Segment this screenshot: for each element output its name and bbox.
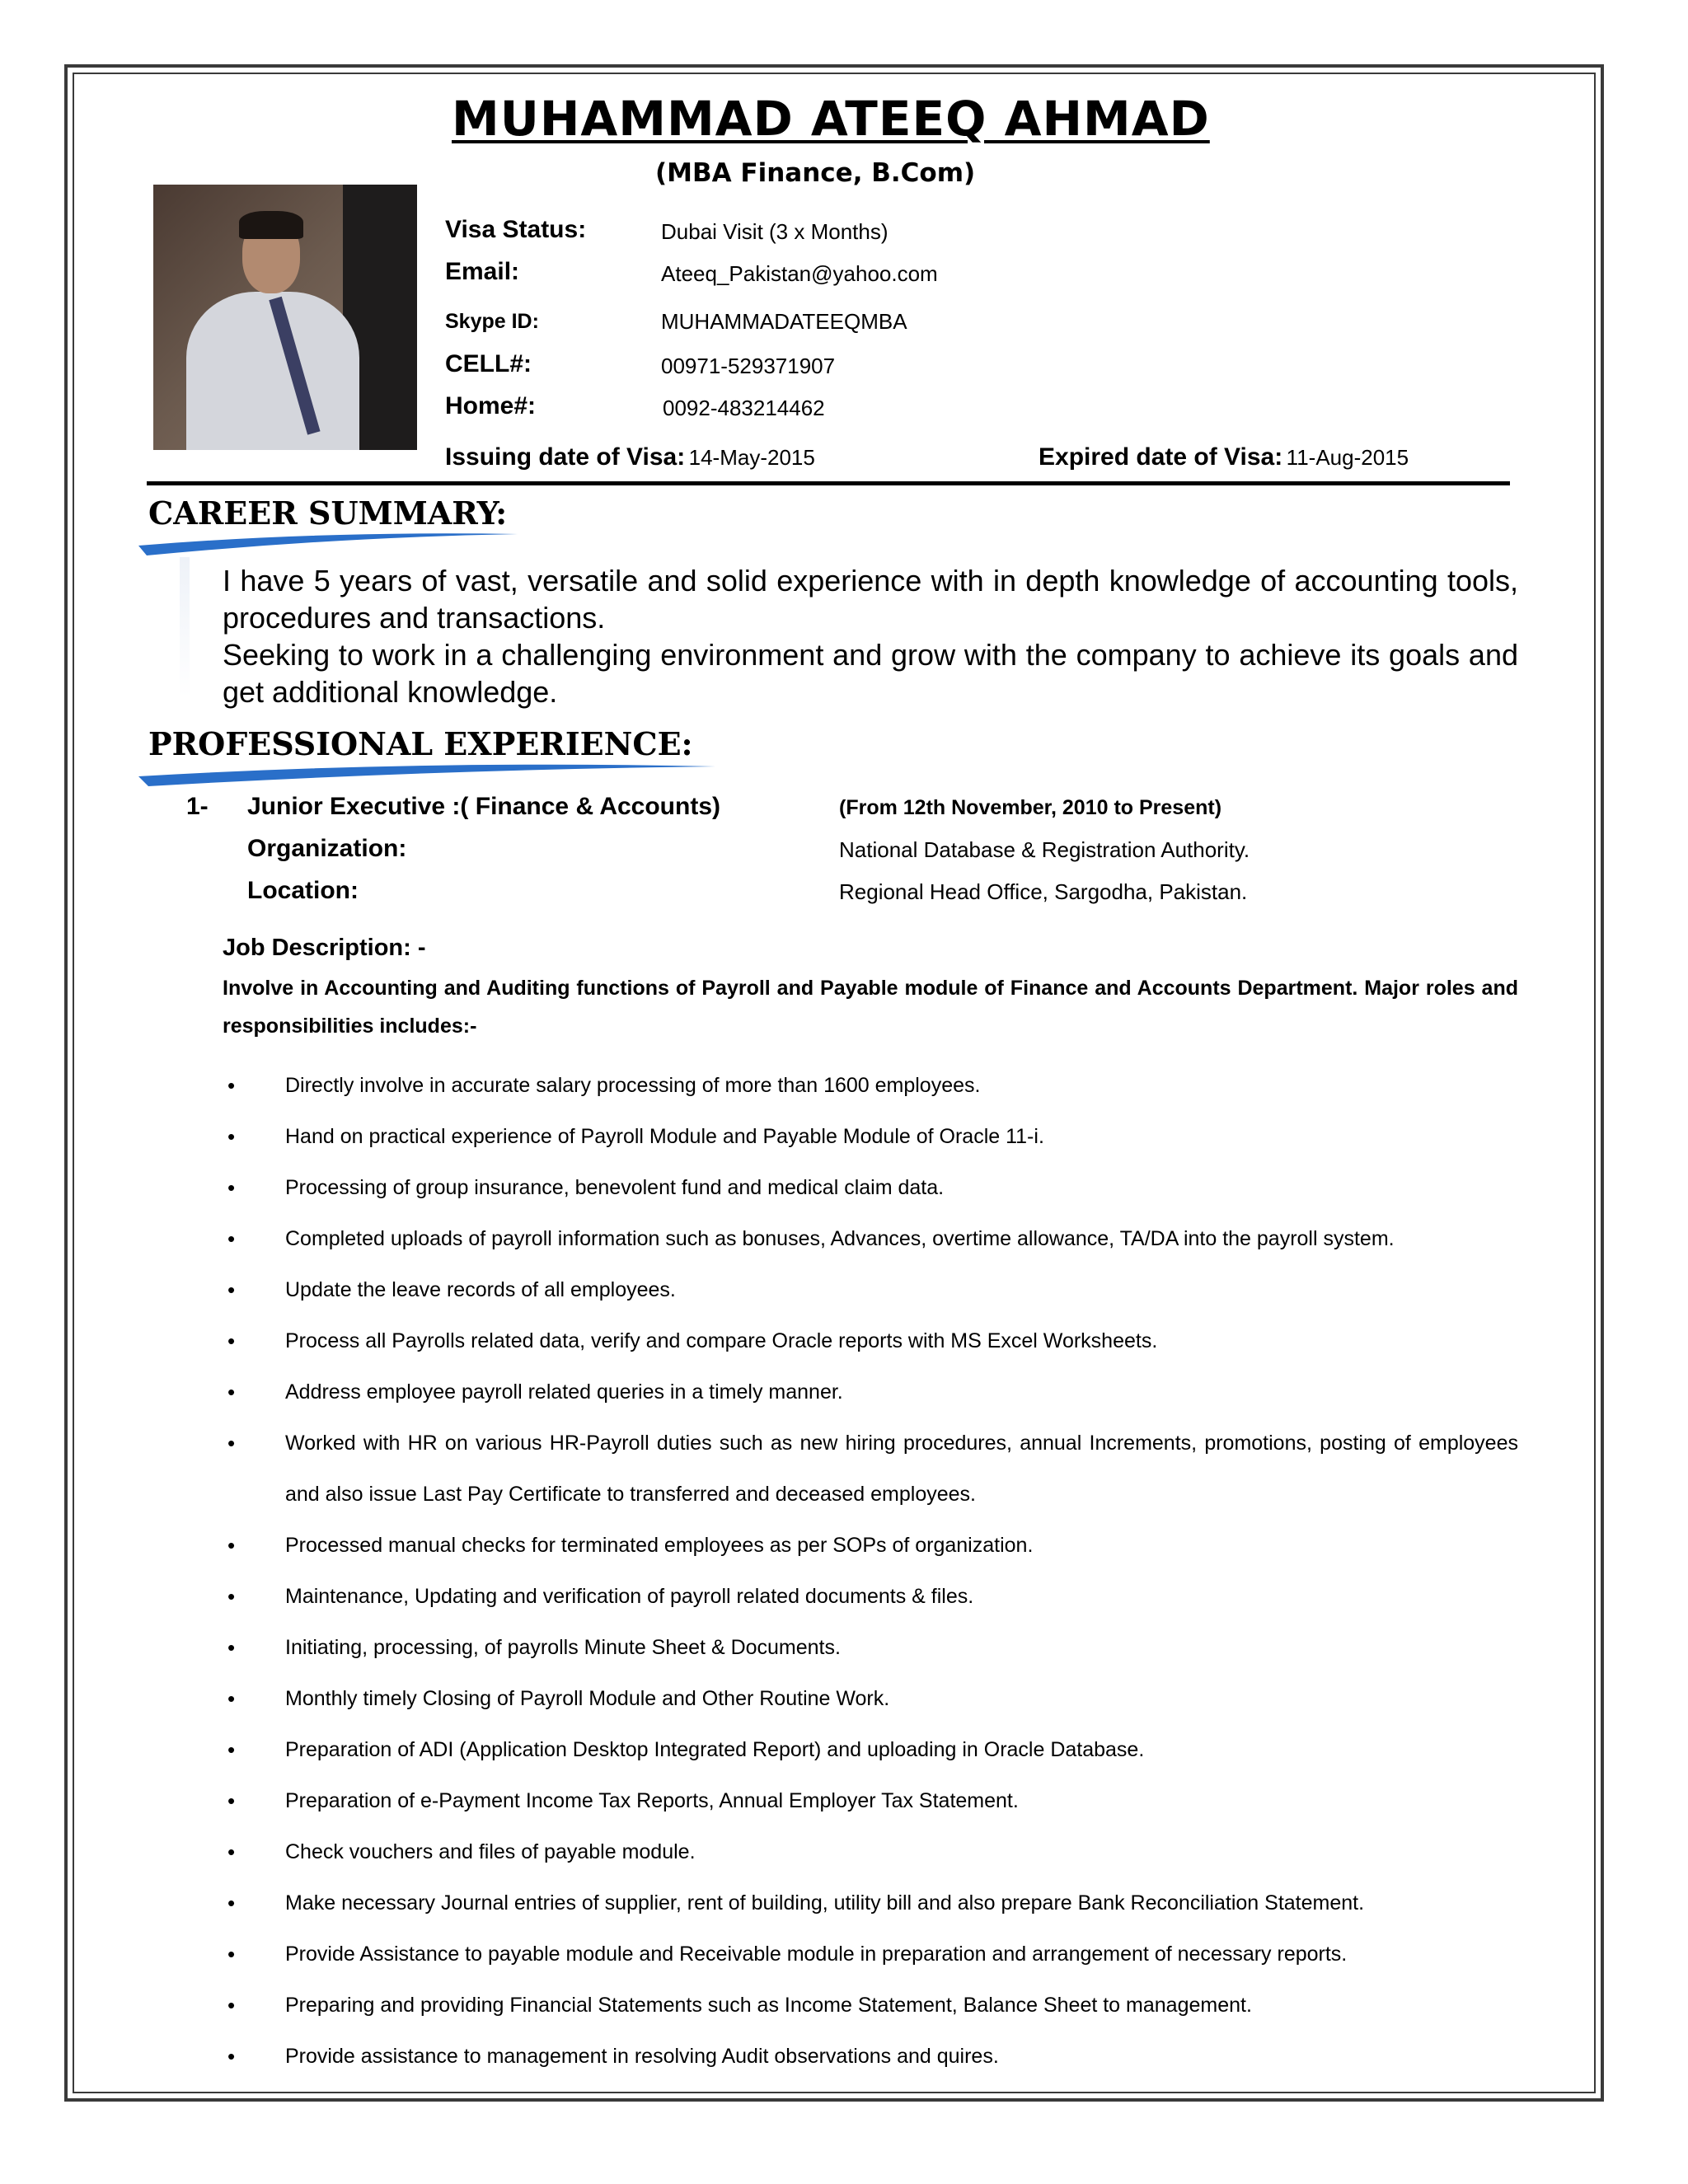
organization-value: National Database & Registration Authority. <box>839 837 1250 862</box>
home-label: Home#: <box>445 392 537 419</box>
list-item: • Provide assistance to management in resolving Audit observations and quires. <box>223 2031 1518 2082</box>
visa-expire-line <box>1039 443 1409 471</box>
skype-value: MUHAMMADATEEQMBA <box>661 309 907 334</box>
email-value: Ateeq_Pakistan@yahoo.com <box>661 261 938 286</box>
list-item: • Completed uploads of payroll information such as bonuses, Advances, overtime allowance, TA/DA into the payroll system. <box>223 1213 1518 1264</box>
list-item: • Processed manual checks for terminated employees as per SOPs of organization. <box>223 1520 1518 1571</box>
list-item: • Monthly timely Closing of Payroll Module and Other Routine Work. <box>223 1673 1518 1724</box>
email-label: Email: <box>445 258 520 285</box>
list-item: • Preparation of ADI (Application Desktop Integrated Report) and uploading in Oracle Database. <box>223 1724 1518 1775</box>
list-item: • Check vouchers and files of payable module. <box>223 1826 1518 1877</box>
list-item: • Maintenance, Updating and verification of payroll related documents & files. <box>223 1571 1518 1622</box>
career-summary-swoosh <box>138 527 518 560</box>
candidate-name: MUHAMMAD ATEEQ AHMAD <box>452 91 1210 147</box>
job-number: 1- <box>186 793 209 820</box>
organization-label: Organization: <box>247 835 407 862</box>
job-dates: (From 12th November, 2010 to Present) <box>839 796 1222 819</box>
list-item: • Preparation of e-Payment Income Tax Reports, Annual Employer Tax Statement. <box>223 1775 1518 1826</box>
candidate-degree: (MBA Finance, B.Com) <box>655 158 976 188</box>
list-item: • Make necessary Journal entries of supplier, rent of building, utility bill and also prepare Bank Reconciliation Statement. <box>223 1877 1518 1929</box>
visa-issue-value: 14-May-2015 <box>688 445 815 470</box>
visa-expire-value: 11-Aug-2015 <box>1286 445 1409 470</box>
location-label: Location: <box>247 877 359 904</box>
list-item: • Processing of group insurance, benevolent fund and medical claim data. <box>223 1162 1518 1213</box>
list-item: • Process all Payrolls related data, verify and compare Oracle reports with MS Excel Worksheets. <box>223 1315 1518 1366</box>
professional-experience-heading: PROFESSIONAL EXPERIENCE: <box>148 725 693 762</box>
cell-value: 00971-529371907 <box>661 354 836 378</box>
list-item: • Address employee payroll related queries in a timely manner. <box>223 1366 1518 1418</box>
list-item: • Preparing and providing Financial Statements such as Income Statement, Balance Sheet to management. <box>223 1980 1518 2031</box>
visa-expire-label: Expired date of Visa: <box>1039 443 1283 471</box>
profile-photo <box>153 185 417 450</box>
list-item: • Initiating, processing, of payrolls Minute Sheet & Documents. <box>223 1622 1518 1673</box>
location-value: Regional Head Office, Sargodha, Pakistan. <box>839 879 1248 904</box>
job-description-text: Involve in Accounting and Auditing functions of Payroll and Payable module of Finance and Accounts Department. Major roles and responsibilities includes:- <box>223 977 1518 1038</box>
list-item: • Provide Assistance to payable module and Receivable module in preparation and arrangement of necessary reports. <box>223 1929 1518 1980</box>
visa-status-value: Dubai Visit (3 x Months) <box>661 219 889 244</box>
cell-label: CELL#: <box>445 350 532 377</box>
visa-status-label: Visa Status: <box>445 216 587 243</box>
experience-swoosh <box>138 758 715 791</box>
career-summary-heading: CAREER SUMMARY: <box>148 494 508 532</box>
job-title: Junior Executive :( Finance & Accounts) <box>247 793 720 820</box>
summary-accent-bar <box>180 557 190 697</box>
career-summary-text <box>223 562 1518 710</box>
visa-issue-label: Issuing date of Visa: <box>445 443 686 471</box>
list-item: • Update the leave records of all employees. <box>223 1264 1518 1315</box>
skype-label: Skype ID: <box>445 310 539 333</box>
list-item: • Hand on practical experience of Payroll Module and Payable Module of Oracle 11-i. <box>223 1111 1518 1162</box>
responsibilities-list <box>223 1060 1518 2082</box>
header-divider <box>147 481 1510 485</box>
career-summary-paragraph-1: I have 5 years of vast, versatile and solid experience with in depth knowledge of accounting tools, procedures and transactions. <box>223 564 1518 635</box>
list-item: • Directly involve in accurate salary processing of more than 1600 employees. <box>223 1060 1518 1111</box>
home-value: 0092-483214462 <box>663 396 825 420</box>
visa-issue-line <box>445 443 815 471</box>
career-summary-paragraph-2: Seeking to work in a challenging environment and grow with the company to achieve its goals and get additional knowledge. <box>223 638 1518 709</box>
job-description-title: Job Description: - <box>223 935 426 961</box>
list-item: • Worked with HR on various HR-Payroll duties such as new hiring procedures, annual Increments, promotions, posting of employees and also issue Last Pay Certificate to transferred and deceased employees. <box>223 1418 1518 1520</box>
